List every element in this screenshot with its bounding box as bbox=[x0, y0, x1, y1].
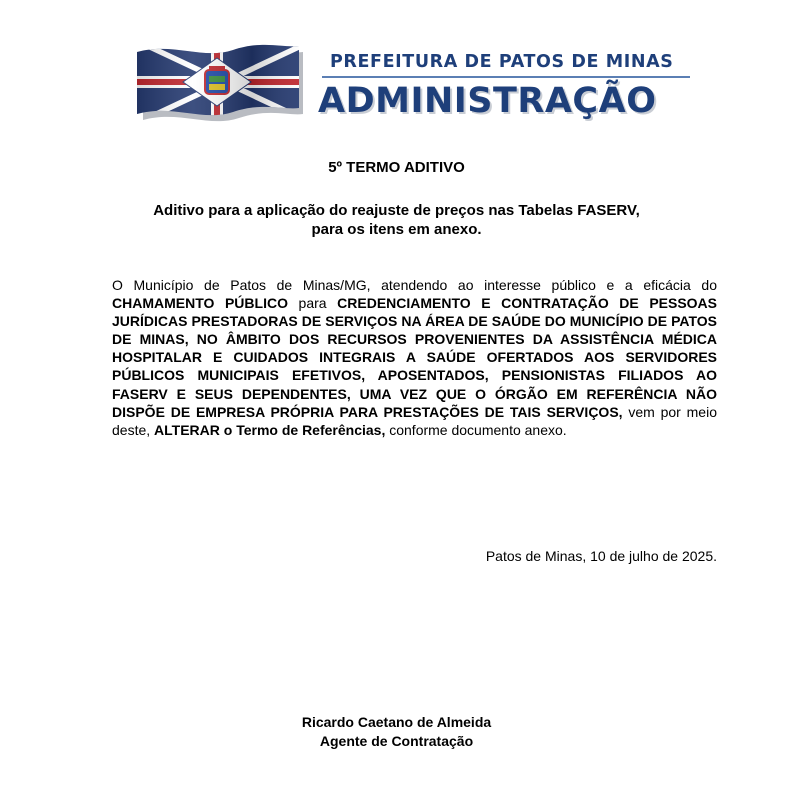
signer-role: Agente de Contratação bbox=[319, 733, 474, 749]
signature-block bbox=[0, 713, 793, 751]
header-divider bbox=[322, 76, 690, 78]
document-title: 5º TERMO ADITIVO bbox=[328, 159, 465, 176]
body-text: vem por meio deste, bbox=[112, 403, 717, 438]
body-text: O Município de Patos de Minas/MG, atendendo ao interesse público e a eficácia do bbox=[112, 277, 717, 293]
body-paragraph bbox=[112, 276, 717, 439]
subtitle-line: Aditivo para a aplicação do reajuste de preços nas Tabelas FASERV, bbox=[153, 202, 640, 219]
subtitle-line: para os itens em anexo. bbox=[311, 221, 482, 238]
department-name: ADMINISTRAÇÃO bbox=[318, 81, 657, 121]
place-and-date: Patos de Minas, 10 de julho de 2025. bbox=[485, 548, 717, 564]
body-bold-text: CREDENCIAMENTO E CONTRATAÇÃO DE PESSOAS JURÍDICAS PRESTADORAS DE SERVIÇOS NA ÁREA DE SAÚDE DO MUNICÍPIO DE PATOS DE MINAS, NO ÂMBITO DOS RECURSOS PROVENIENTES DA ASSISTÊNCIA MÉDICA HOSPITALAR E CUIDADOS INTEGRAIS A SAÚDE OFERTADOS AOS SERVIDORES PÚBLICOS MUNICIPAIS EFETIVOS, APOSENTADOS, PENSIONISTAS FILIADOS AO FASERV E SEUS DEPENDENTES, UMA VEZ QUE O ÓRGÃO EM REFERÊNCIA NÃO DISPÕE DE EMPRESA PRÓPRIA PARA PRESTAÇÕES DE TAIS SERVIÇOS, bbox=[112, 295, 718, 420]
body-bold-text: CHAMAMENTO PÚBLICO bbox=[112, 295, 288, 312]
body-text: para bbox=[287, 295, 338, 312]
body-bold-text: ALTERAR o Termo de Referências, bbox=[154, 421, 386, 438]
letterhead bbox=[0, 0, 793, 140]
signer-name: Ricardo Caetano de Almeida bbox=[301, 714, 492, 730]
org-name: PREFEITURA DE PATOS DE MINAS bbox=[330, 52, 674, 72]
body-text: conforme documento anexo. bbox=[385, 421, 567, 438]
document-subtitle bbox=[0, 201, 793, 239]
patos-de-minas-flag-icon bbox=[133, 42, 303, 122]
